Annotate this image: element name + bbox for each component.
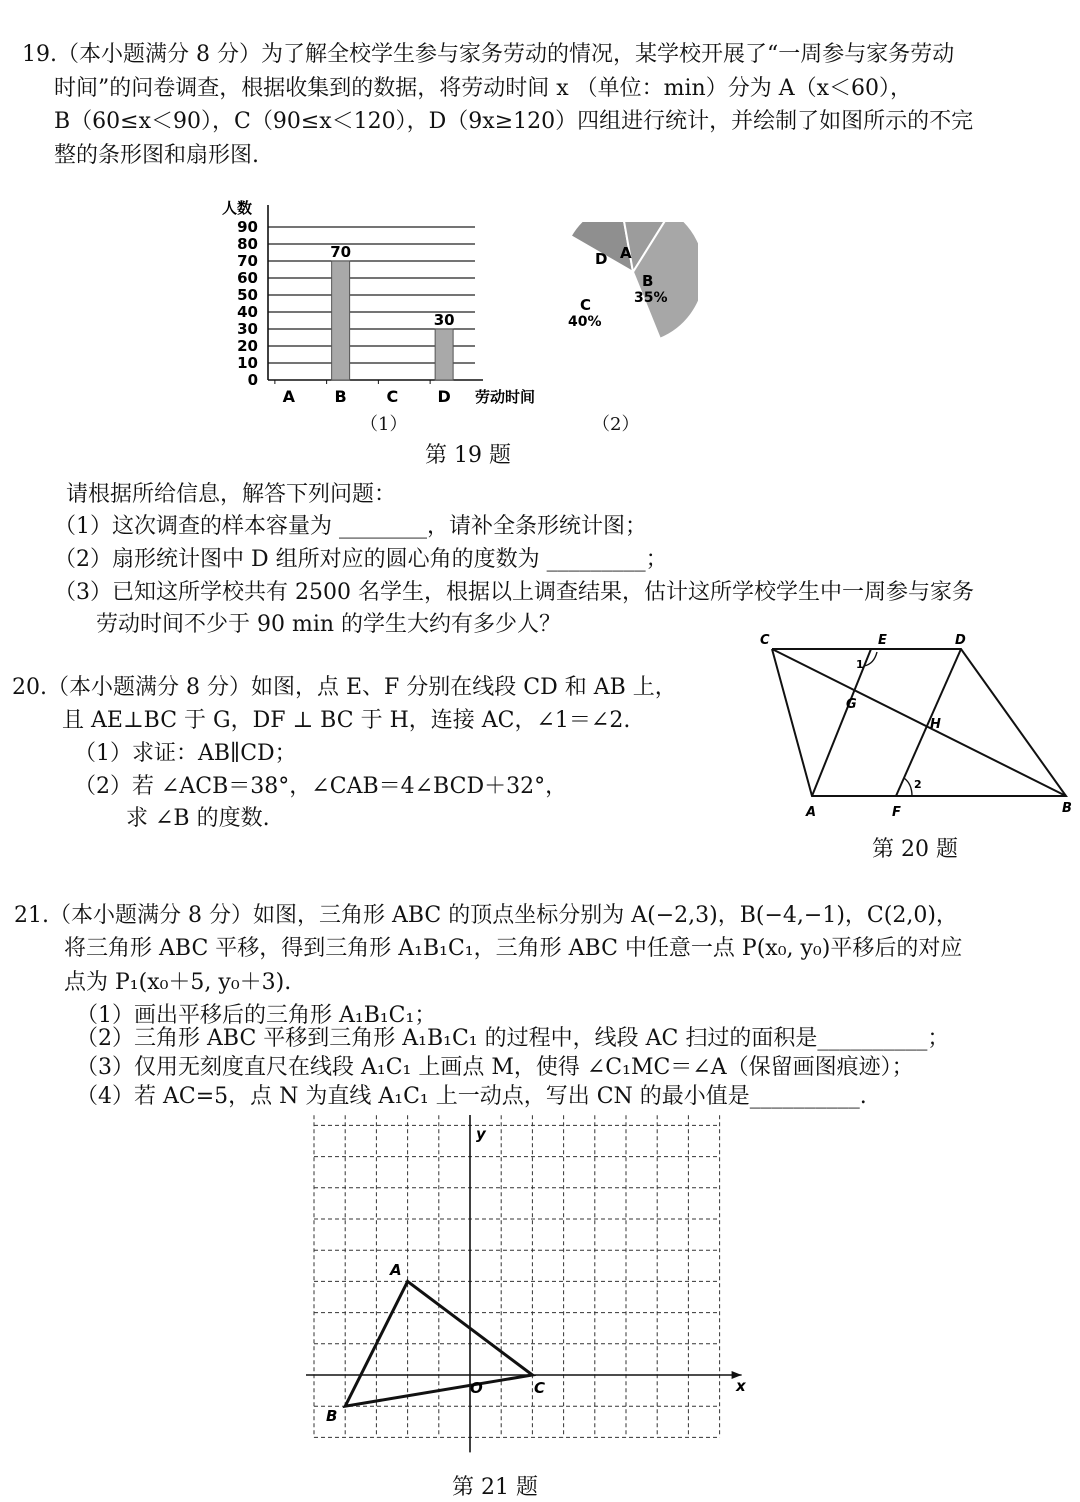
- bar-y-tick-label: 60: [237, 269, 258, 287]
- q21-label-A: A: [390, 1261, 402, 1279]
- q20-label-D: D: [955, 633, 966, 648]
- q20-angle-2-label: 2: [914, 778, 922, 791]
- q19-part-3: （3）已知这所学校共有 2500 名学生，根据以上调查结果，估计这所学校学生中一周参与家务: [54, 580, 974, 605]
- q20-part-1: （1）求证：AB∥CD；: [74, 741, 297, 766]
- bar-B: [332, 261, 350, 380]
- q20-caption: 第 20 题: [872, 837, 958, 862]
- q20-line-2: 且 AE⊥BC 于 G，DF ⊥ BC 于 H，连接 AC，∠1＝∠2.: [62, 708, 631, 733]
- bar-y-tick-label: 80: [237, 235, 258, 253]
- bar-y-tick-label: 40: [237, 303, 258, 321]
- q20-figure: [750, 630, 1080, 825]
- pie-label-D: D: [595, 250, 608, 268]
- q19-caption: 第 19 题: [425, 443, 511, 468]
- q20-angle-2-arc: [904, 778, 912, 796]
- q21-axis-x-label: x: [736, 1377, 746, 1395]
- q19-line-2: 时间”的问卷调查，根据收集到的数据，将劳动时间 x （单位：min）分为 A（x＜60），: [54, 76, 912, 101]
- bar-y-tick-label: 10: [237, 354, 258, 372]
- q20-label-B: B: [1062, 801, 1072, 816]
- q20-label-A: A: [806, 805, 817, 820]
- q20-label-H: H: [930, 717, 941, 732]
- bar-y-tick-label: 20: [237, 337, 258, 355]
- q19-sub-caption-2: （2）: [592, 414, 640, 435]
- pie-label-B: B: [642, 272, 654, 290]
- q20-segment-CB: [772, 649, 1066, 796]
- bar-y-tick-label: 30: [237, 320, 258, 338]
- bar-data-label: 70: [330, 243, 352, 261]
- bar-D: [435, 329, 453, 380]
- q20-label-E: E: [878, 633, 887, 648]
- q20-segment-DF: [896, 649, 961, 796]
- q21-line-2: 将三角形 ABC 平移，得到三角形 A₁B₁C₁，三角形 ABC 中任意一点 P(x₀, y₀)平移后的对应: [64, 936, 963, 961]
- q21-label-B: B: [326, 1407, 338, 1425]
- q19-part-1: （1）这次调查的样本容量为 ________，请补全条形统计图；: [54, 514, 647, 539]
- bar-x-tick-label: C: [386, 387, 399, 406]
- q19-line-1: 19.（本小题满分 8 分）为了解全校学生参与家务劳动的情况，某学校开展了“一周参与家务劳动: [22, 42, 955, 67]
- q20-label-F: F: [892, 805, 901, 820]
- bar-x-tick-label: A: [282, 387, 296, 406]
- q19-sub-caption-1: （1）: [360, 414, 408, 435]
- bar-y-tick-label: 70: [237, 252, 258, 270]
- q21-axis-y-label: y: [476, 1125, 486, 1143]
- q20-part-2: （2）若 ∠ACB＝38°，∠CAB＝4∠BCD＋32°，: [74, 774, 568, 799]
- q21-part-2: （2）三角形 ABC 平移到三角形 A₁B₁C₁ 的过程中，线段 AC 扫过的面积是__________；: [76, 1026, 950, 1051]
- bar-y-tick-label: 0: [247, 371, 258, 389]
- q19-bar-chart: [210, 195, 560, 410]
- pie-value-B: 35%: [634, 290, 668, 306]
- q21-part-3: （3）仅用无刻度直尺在线段 A₁C₁ 上画点 M，使得 ∠C₁MC＝∠A（保留画图痕迹）；: [76, 1055, 914, 1080]
- bar-y-tick-label: 50: [237, 286, 258, 304]
- q21-part-4: （4）若 AC=5，点 N 为直线 A₁C₁ 上一动点，写出 CN 的最小值是__________.: [76, 1084, 867, 1109]
- q19-line-3: B（60≤x＜90），C（90≤x＜120），D（9x≥120）四组进行统计，并绘制了如图所示的不完: [54, 109, 974, 134]
- q21-label-C: C: [534, 1379, 546, 1397]
- q20-part-2-cont: 求 ∠B 的度数.: [126, 806, 270, 831]
- bar-x-tick-label: D: [437, 387, 451, 406]
- bar-y-axis-title: 人数: [222, 199, 253, 217]
- q21-line-1: 21.（本小题满分 8 分）如图，三角形 ABC 的顶点坐标分别为 A(−2,3)，B(−4,−1)，C(2,0)，: [14, 903, 958, 928]
- q21-coordinate-grid: [290, 1115, 760, 1470]
- q21-origin-label: O: [470, 1379, 483, 1397]
- q20-angle-1-label: 1: [856, 658, 864, 671]
- bar-x-tick-label: B: [334, 387, 347, 406]
- q21-line-3: 点为 P₁(x₀＋5, y₀＋3).: [64, 970, 292, 995]
- bar-y-tick-label: 90: [237, 218, 258, 236]
- q21-part-1: （1）画出平移后的三角形 A₁B₁C₁；: [76, 1003, 437, 1028]
- q19-part-3-cont: 劳动时间不少于 90 min 的学生大约有多少人？: [96, 612, 562, 637]
- q19-part-2: （2）扇形统计图中 D 组所对应的圆心角的度数为 _________；: [54, 547, 668, 572]
- q19-line-4: 整的条形图和扇形图.: [54, 143, 259, 168]
- pie-value-C: 40%: [568, 314, 602, 330]
- q21-caption: 第 21 题: [452, 1475, 538, 1500]
- q19-pie-chart: [548, 222, 698, 362]
- q20-line-1: 20.（本小题满分 8 分）如图，点 E、F 分别在线段 CD 和 AB 上，: [12, 675, 677, 700]
- bar-data-label: 30: [433, 311, 455, 329]
- pie-label-A: A: [620, 244, 632, 262]
- q19-instruction: 请根据所给信息，解答下列问题：: [66, 482, 397, 507]
- q20-label-C: C: [760, 633, 770, 648]
- q20-segment-AE: [812, 649, 871, 796]
- q20-label-G: G: [846, 697, 857, 712]
- bar-x-axis-title: 劳动时间: [475, 388, 536, 406]
- pie-label-C: C: [580, 296, 592, 314]
